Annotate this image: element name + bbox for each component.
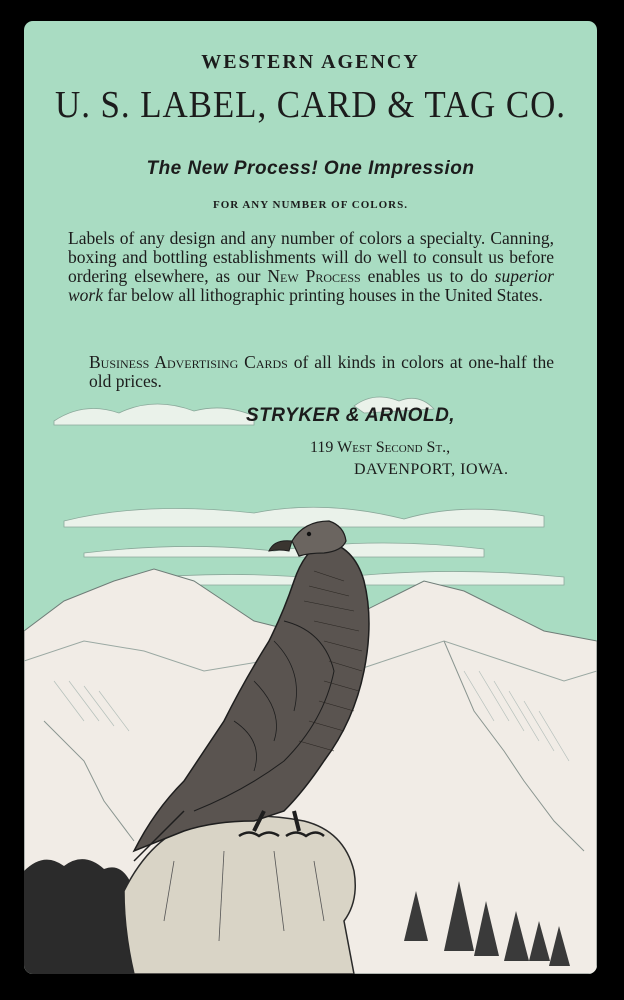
business-cards-text: Business Advertising Cards [89, 352, 288, 372]
para1-text-c: enables us to do [360, 266, 495, 286]
signature: STRYKER & ARNOLD, [246, 405, 456, 426]
company-name: U. S. LABEL, CARD & TAG CO. [55, 84, 566, 126]
tagline: The New Process! One Impression [146, 158, 475, 179]
para1-text-e: far below all lithographic printing houses in the United States. [103, 285, 543, 305]
subtagline: FOR ANY NUMBER OF COLORS. [213, 199, 408, 211]
para1-text-a: Labels of any design and any number of colors a specialty. Canning, boxing and bottling establishments will do well to consult us before ordering elsewhere, as our [68, 228, 554, 286]
superior-work-text: superior work [68, 266, 554, 305]
para2-text-b: of all kinds in colors at one-half the old prices. [89, 352, 555, 391]
address-street: 119 West Second St., [310, 439, 451, 456]
address-city: DAVENPORT, IOWA. [354, 461, 509, 478]
trade-card [24, 21, 597, 974]
new-process-text: New Process [267, 266, 361, 286]
description-paragraph [68, 229, 554, 305]
cards-paragraph [89, 353, 554, 391]
agency-heading: WESTERN AGENCY [201, 51, 420, 73]
